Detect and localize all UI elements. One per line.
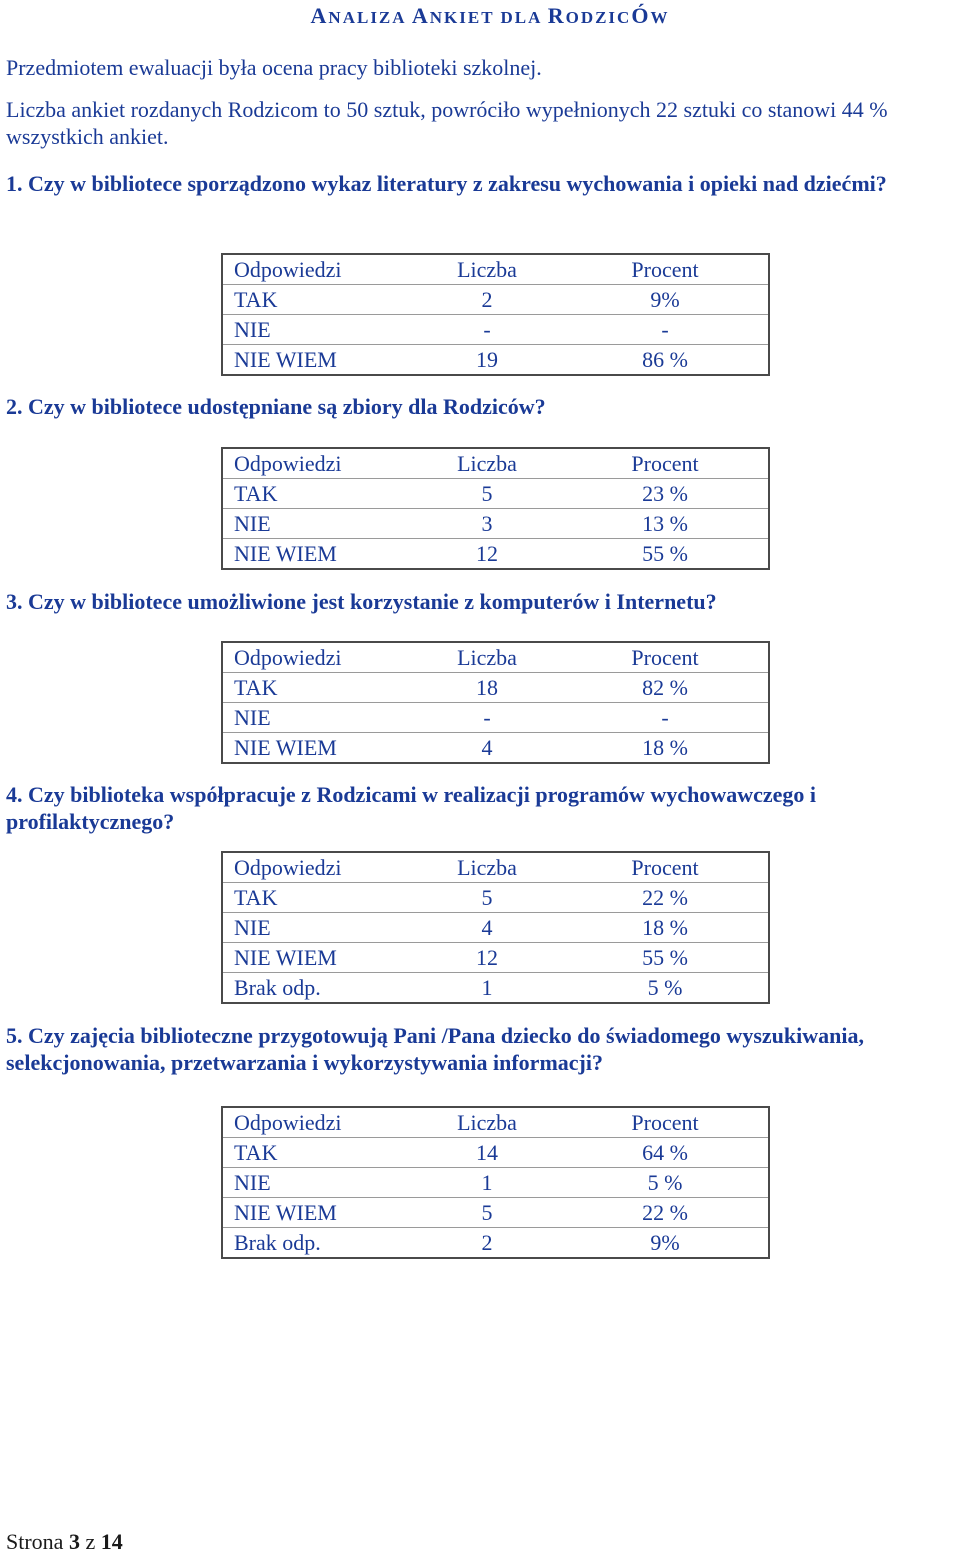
table-row: NIE - - [222,703,769,733]
table-row: NIE 3 13 % [222,509,769,539]
header-percent: Procent [631,257,699,282]
table-header-row [222,448,769,479]
answers-table-1 [221,253,770,376]
header-answers: Odpowiedzi [234,257,342,282]
header-count: Liczba [457,1110,517,1135]
question-4: 4. Czy biblioteka współpracuje z Rodzicami w realizacji programów wychowawczego i profilaktycznego? [6,782,817,834]
table-row: TAK 18 82 % [222,673,769,703]
intro-line-2: Liczba ankiet rozdanych Rodzicom to 50 sztuk, powróciło wypełnionych 22 sztuki co stanowi 44 % wszystkich ankiet. [6,97,888,149]
table-row: NIE WIEM 5 22 % [222,1198,769,1228]
question-3: 3. Czy w bibliotece umożliwione jest korzystanie z komputerów i Internetu? [6,589,717,614]
header-answers: Odpowiedzi [234,645,342,670]
table-row: Brak odp. 2 9% [234,1230,680,1255]
header-answers: Odpowiedzi [234,1110,342,1135]
header-count: Liczba [457,855,517,880]
answers-table-5 [221,1106,770,1259]
table-row: TAK 5 22 % [222,883,769,913]
table-row: TAK 14 64 % [222,1138,769,1168]
question-2: 2. Czy w bibliotece udostępniane są zbiory dla Rodziców? [6,394,546,419]
table-header-row [222,254,769,285]
table-header-row [222,1107,769,1138]
header-count: Liczba [457,257,517,282]
question-5: 5. Czy zajęcia biblioteczne przygotowują Pani /Pana dziecko do świadomego wyszukiwania, selekcjonowania, przetwarzania i wykorzystywania informacji? [6,1023,864,1075]
page-number: Strona 3 z 14 [6,1529,123,1554]
header-percent: Procent [631,451,699,476]
header-answers: Odpowiedzi [234,855,342,880]
table-row: NIE WIEM 12 55 % [234,541,688,566]
table-row: NIE WIEM 19 86 % [234,347,688,372]
table-row: NIE 4 18 % [222,913,769,943]
table-row: NIE - - [222,315,769,345]
document-title: ANALIZA ANKIET DLA RODZICÓW [310,3,670,28]
header-count: Liczba [457,451,517,476]
answers-table-3 [221,641,770,764]
header-answers: Odpowiedzi [234,451,342,476]
table-row: NIE WIEM 12 55 % [222,943,769,973]
question-1: 1. Czy w bibliotece sporządzono wykaz literatury z zakresu wychowania i opieki nad dziećmi? [6,171,887,196]
header-percent: Procent [631,855,699,880]
header-count: Liczba [457,645,517,670]
table-row: TAK 2 9% [222,285,769,315]
answers-table-2 [221,447,770,570]
header-percent: Procent [631,645,699,670]
intro-line-1: Przedmiotem ewaluacji była ocena pracy biblioteki szkolnej. [6,55,542,80]
table-header-row [222,852,769,883]
table-row: NIE WIEM 4 18 % [234,735,688,760]
header-percent: Procent [631,1110,699,1135]
table-row: TAK 5 23 % [222,479,769,509]
table-header-row [222,642,769,673]
answers-table-4 [221,851,770,1004]
table-row: NIE 1 5 % [222,1168,769,1198]
table-row: Brak odp. 1 5 % [234,975,683,1000]
